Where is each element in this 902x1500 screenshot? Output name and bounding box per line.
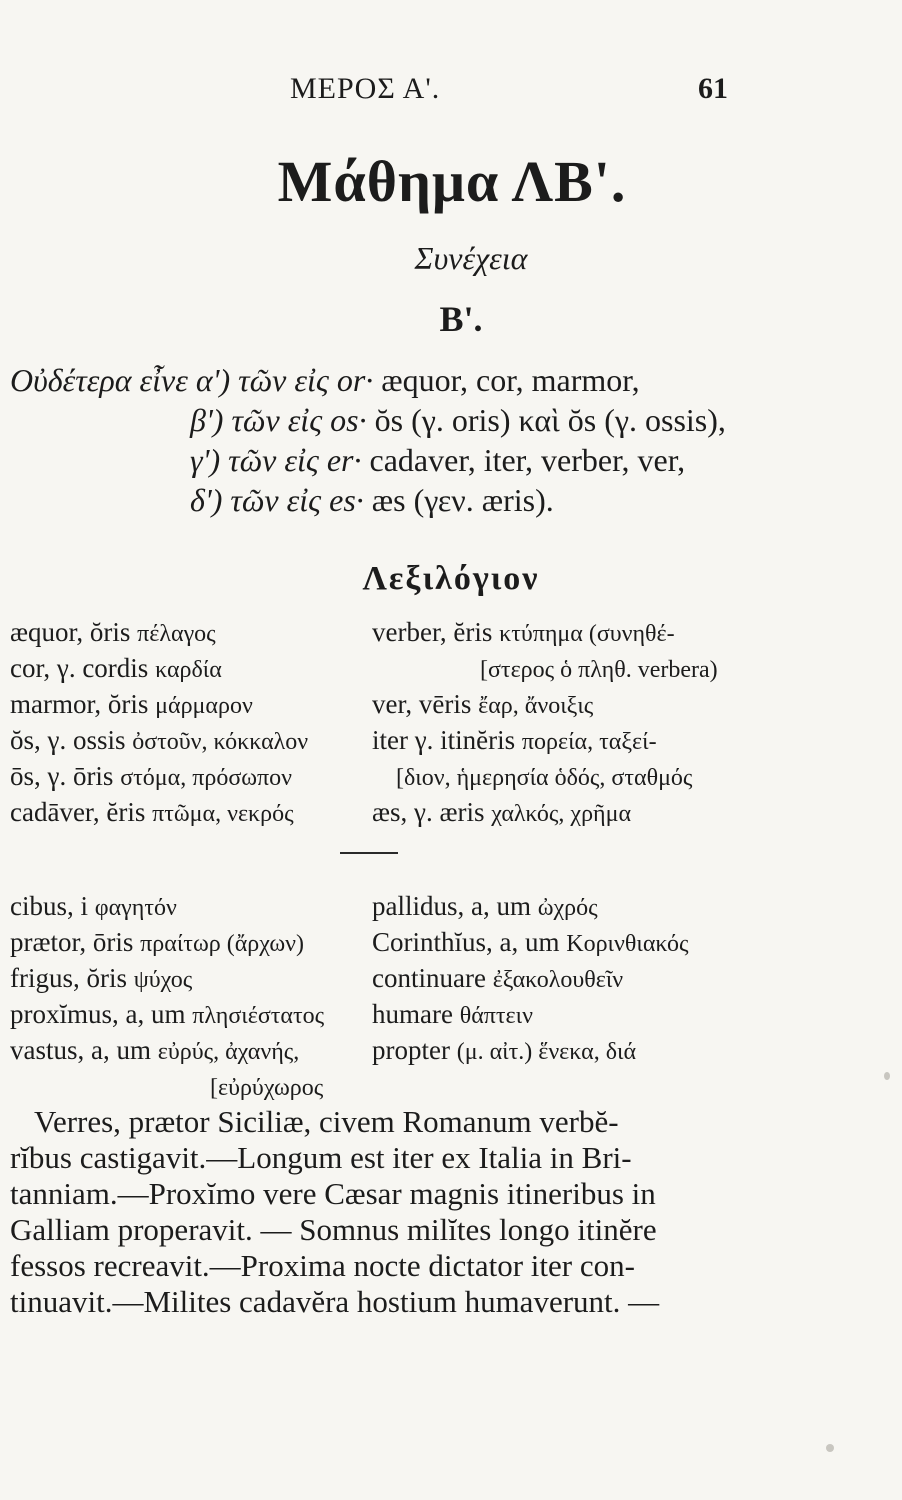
- vocab-entry: vastus, a, um εὐρύς, ἀχανής,: [10, 1035, 300, 1065]
- vocab-column-right: [372, 888, 688, 1068]
- vocab-entry: propter (μ. αἰτ.) ἕνεκα, διά: [372, 1035, 637, 1065]
- vocabulary-heading: Λεξιλόγιον: [362, 560, 540, 597]
- vocab-entry: ōs, γ. ōris στόμα, πρόσωπον: [10, 761, 293, 791]
- vocab-entry: prætor, ōris πραίτωρ (ἄρχων): [10, 927, 305, 957]
- vocab-entry: ver, vēris ἔαρ, ἄνοιξις: [372, 689, 594, 719]
- vocab-entry: æs, γ. æris χαλκός, χρῆμα: [372, 797, 632, 827]
- vocab-entry-continuation: [διον, ἡμερησία ὁδός, σταθμός: [396, 765, 693, 791]
- vocab-entry: cadāver, ĕris πτῶμα, νεκρός: [10, 797, 294, 827]
- vocab-entry: cor, γ. cordis καρδία: [10, 653, 222, 683]
- vocab-column-left: [10, 888, 324, 1104]
- running-head: ΜΕΡΟΣ Α'.: [290, 72, 441, 105]
- passage-line: tanniam.—Proxĭmo vere Cæsar magnis itineribus in: [10, 1176, 656, 1211]
- passage-line: rĭbus castigavit.—Longum est iter ex Italia in Bri-: [10, 1140, 632, 1175]
- vocab-entry: pallidus, a, um ὠχρός: [372, 891, 598, 921]
- vocab-entry: humare θάπτειν: [372, 999, 533, 1029]
- page-number: 61: [698, 72, 728, 105]
- vocab-entry: frigus, ŏris ψύχος: [10, 963, 193, 993]
- rule-item: δ') τῶν εἰς es· æs (γεν. æris).: [190, 482, 554, 518]
- lesson-subtitle: Συνέχεια: [414, 240, 528, 276]
- rule-item: β') τῶν εἰς os· ŏs (γ. oris) καὶ ŏs (γ. ossis),: [190, 402, 726, 438]
- rule-item: γ') τῶν εἰς er· cadaver, iter, verber, ver,: [190, 442, 686, 478]
- vocab-entry: continuare ἐξακολουθεῖν: [372, 963, 624, 993]
- passage-line: Galliam properavit. — Somnus milĭtes longo itinĕre: [10, 1212, 657, 1247]
- vocab-entry: ŏs, γ. ossis ὀστοῦν, κόκκαλον: [10, 725, 309, 755]
- paper-speck: [884, 1072, 890, 1080]
- vocab-column-left: [10, 614, 308, 830]
- vocab-entry: marmor, ŏris μάρμαρον: [10, 689, 253, 719]
- vocab-entry-continuation: [εὐρύχωρος: [210, 1075, 324, 1101]
- vocab-entry: proxĭmus, a, um πλησιέστατος: [10, 999, 325, 1029]
- section-mark: Β'.: [439, 299, 483, 339]
- vocab-entry: verber, ĕris κτύπημα (συνηθέ-: [372, 617, 675, 647]
- vocab-column-right: [372, 614, 718, 830]
- passage-line: fessos recreavit.—Proxima nocte dictator iter con-: [10, 1248, 635, 1283]
- lesson-title: Μάθημα ΛΒ'.: [277, 149, 627, 214]
- vocab-entry-continuation: [στερος ὁ πληθ. verbera): [480, 657, 718, 683]
- passage-line: tinuavit.—Milites cadavĕra hostium humaverunt. —: [10, 1284, 660, 1319]
- passage-line: Verres, prætor Siciliæ, civem Romanum verbĕ-: [34, 1104, 619, 1139]
- vocab-entry: æquor, ŏris πέλαγος: [10, 617, 216, 647]
- exercise-passage: [10, 1104, 755, 1320]
- section-divider: [340, 852, 398, 854]
- vocab-entry: iter γ. itinĕris πορεία, ταξεί-: [372, 725, 657, 755]
- rule-item: Οὐδέτερα εἶνε α') τῶν εἰς or· æquor, cor, marmor,: [10, 362, 640, 398]
- page-header: [0, 72, 902, 112]
- paper-speck: [826, 1444, 834, 1452]
- vocab-entry: cibus, i φαγητόν: [10, 891, 177, 921]
- vocab-entry: Corinthĭus, a, um Κορινθιακός: [372, 927, 689, 957]
